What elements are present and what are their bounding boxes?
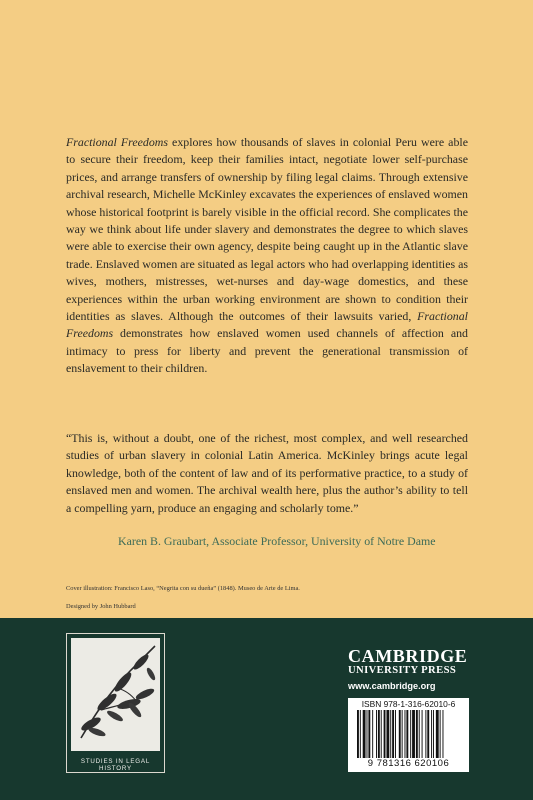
- review-attribution: Karen B. Graubart, Associate Professor, University of Notre Dame: [118, 534, 436, 548]
- series-name: STUDIES IN LEGAL HISTORY: [80, 758, 151, 772]
- barcode-digits: 9 781316 620106: [367, 758, 450, 769]
- book-title-italic-2: Fractional Freedoms: [66, 309, 468, 341]
- review-quote: “This is, without a doubt, one of the richest, most complex, and well researched studies of urban slavery in colonial Latin America. McKinley brings acute legal knowledge, both of the content of law and of its performative practice, to a study of enslaved men and women. The archival wealth here, plus the author’s ability to tell a compelling yarn, produce an engaging and scholarly tome.”: [66, 431, 468, 515]
- barcode-block: [348, 698, 469, 772]
- publisher-press: UNIVERSITY PRESS: [348, 665, 457, 676]
- barcode-icon: [357, 710, 465, 760]
- publisher-name: CAMBRIDGE: [348, 646, 468, 666]
- description-part-2: demonstrates how enslaved women used channels of affection and intimacy to press for liberty and prevent the generational transmission of enslavement to their children.: [66, 326, 468, 376]
- cover-illustration-credit: Cover illustration: Francisco Laso, “Negrita con su dueña” (1848). Museo de Arte de Lima.: [66, 585, 300, 592]
- book-description: [66, 134, 468, 378]
- series-illustration: [71, 638, 160, 751]
- series-logo: [66, 633, 165, 773]
- publisher-url: www.cambridge.org: [348, 681, 436, 691]
- isbn-label: ISBN 978-1-316-62010-6: [361, 699, 456, 709]
- book-title-italic: Fractional Freedoms: [66, 135, 169, 149]
- designer-credit: Designed by John Hubbard: [66, 603, 136, 610]
- branch-leaves-icon: [71, 638, 160, 751]
- description-part-1: explores how thousands of slaves in colonial Peru were able to secure their freedom, keep their families intact, negotiate lower self-purchase prices, and arrange transfers of ownership by filing legal claims. Through extensive archival research, Michelle McKinley excavates the experiences of enslaved women whose historical footprint is barely visible in the official record. She complicates the way we think about life under slavery and demonstrates the degree to which slaves were able to exercise their own agency, despite being caught up in the Atlantic slave trade. Enslaved women are situated as legal actors who had overlapping identities as wives, mothers, mistresses, wet-nurses and day-wage domestics, and these experiences within the urban working environment are shown to condition their identities as slaves. Although the outcomes of their lawsuits varied,: [66, 135, 468, 324]
